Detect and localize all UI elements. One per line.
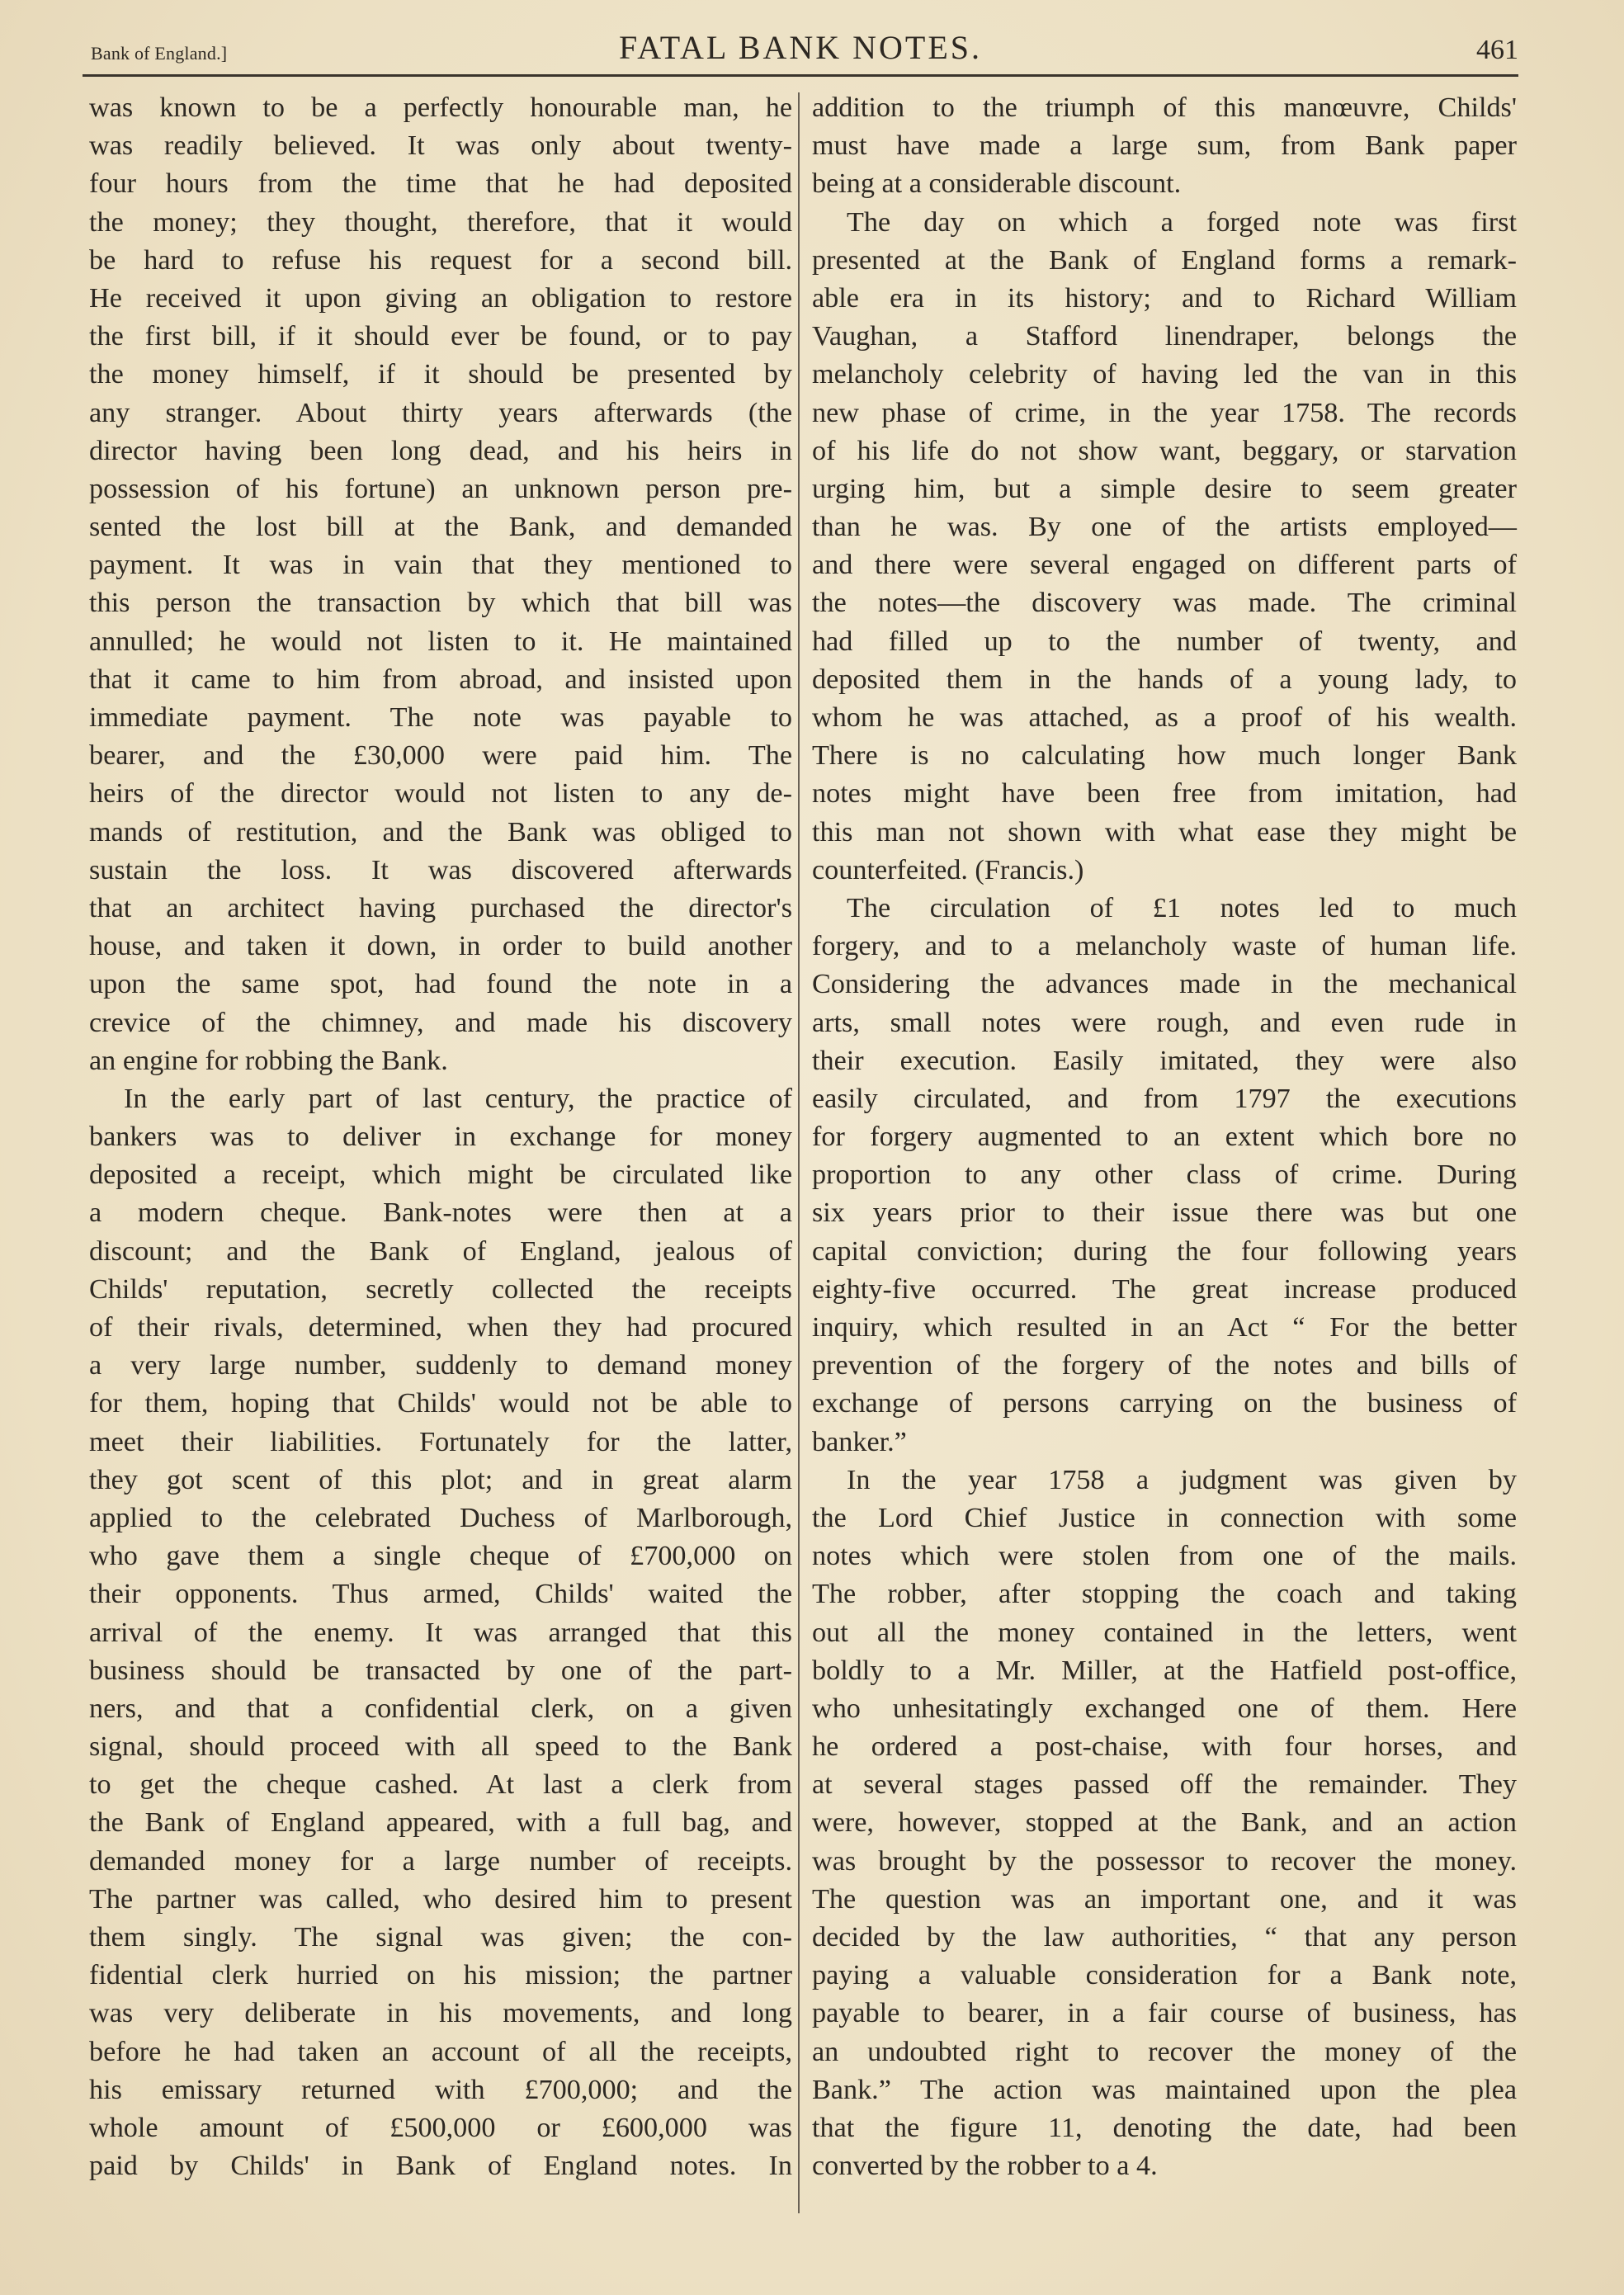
text-line: In the year 1758 a judgment was given by [847,1464,1517,1495]
text-line: than he was. By one of the artists employed— [812,512,1517,543]
text-line: being at a considerable discount. [812,168,1182,200]
text-line: The circulation of £1 notes led to much [847,892,1517,923]
text-line: demanded money for a large number of receipts. [89,1845,792,1877]
text-line: an engine for robbing the Bank. [89,1045,448,1076]
text-line: arrival of the enemy. It was arranged that this [89,1617,792,1648]
text-line: who unhesitatingly exchanged one of them. Here [812,1693,1517,1724]
text-line: Vaughan, a Stafford linendraper, belongs the [812,321,1517,352]
text-line: were, however, stopped at the Bank, and an action [812,1807,1517,1839]
text-line: He received it upon giving an obligation to restore [89,282,792,314]
text-line: the first bill, if it should ever be found, or to pay [89,321,792,352]
text-line: whom he was attached, as a proof of his wealth. [812,702,1517,733]
text-line: for forgery augmented to an extent which bore no [812,1122,1517,1153]
text-line: six years prior to their issue there was but one [812,1197,1517,1229]
text-line: sustain the loss. It was discovered afterwards [89,854,792,885]
text-line: whole amount of £500,000 or £600,000 was [89,2112,792,2143]
text-line: Childs' reputation, secretly collected the receipts [89,1273,792,1305]
text-line: house, and taken it down, in order to build another [89,931,792,962]
text-line: four hours from the time that he had deposited [89,168,792,200]
text-line: of their rivals, determined, when they had procured [89,1312,792,1343]
text-line: discount; and the Bank of England, jealous of [89,1235,792,1267]
text-line: he ordered a post-chaise, with four horses, and [812,1731,1517,1763]
text-line: they got scent of this plot; and in great alarm [89,1464,792,1495]
text-line: payable to bearer, in a fair course of business, has [812,1998,1517,2029]
text-line: prevention of the forgery of the notes and bills of [812,1350,1517,1381]
text-line: sented the lost bill at the Bank, and demanded [89,512,792,543]
page-number: 461 [1476,35,1518,65]
text-line: fidential clerk hurried on his mission; the partner [89,1960,792,1991]
text-line: that it came to him from abroad, and insisted upon [89,663,792,695]
text-line: for them, hoping that Childs' would not be able to [89,1388,792,1419]
text-line: the money; they thought, therefore, that it would [89,206,792,238]
text-line: urging him, but a simple desire to seem greater [812,473,1517,504]
text-line: meet their liabilities. Fortunately for the latter, [89,1426,792,1457]
text-line: be hard to refuse his request for a second bill. [89,244,792,276]
text-line: Considering the advances made in the mechanical [812,969,1517,1000]
text-line: ners, and that a confidential clerk, on a given [89,1693,792,1724]
text-line: easily circulated, and from 1797 the executions [812,1083,1517,1114]
text-line: any stranger. About thirty years afterwards (the [89,397,792,428]
text-line: to get the cheque cashed. At last a clerk from [89,1769,792,1801]
text-line: his emissary returned with £700,000; and the [89,2074,792,2105]
text-line: There is no calculating how much longer Bank [812,740,1517,772]
text-line: a modern cheque. Bank-notes were then at a [89,1197,792,1229]
text-line: notes which were stolen from one of the mails. [812,1541,1517,1572]
left-column [89,89,792,2185]
text-line: payment. It was in vain that they mentioned to [89,550,792,581]
text-line: this person the transaction by which that bill was [89,588,792,619]
text-line: before he had taken an account of all the receipts, [89,2036,792,2067]
text-line: applied to the celebrated Duchess of Marlborough, [89,1502,792,1533]
text-line: business should be transacted by one of the part- [89,1655,792,1686]
text-line: arts, small notes were rough, and even rude in [812,1007,1517,1038]
text-line: possession of his fortune) an unknown person pre- [89,473,792,504]
text-line: that an architect having purchased the director's [89,892,792,923]
text-line: crevice of the chimney, and made his discovery [89,1007,792,1038]
header-rule [83,74,1518,77]
text-line: director having been long dead, and his heirs in [89,435,792,466]
text-line: deposited them in the hands of a young lady, to [812,663,1517,695]
text-line: was very deliberate in his movements, and long [89,1998,792,2029]
text-line: heirs of the director would not listen to any de- [89,778,792,810]
text-line: notes might have been free from imitation, had [812,778,1517,810]
text-line: the money himself, if it should be presented by [89,359,792,390]
text-line: inquiry, which resulted in an Act “ For the better [812,1312,1517,1343]
text-line: a very large number, suddenly to demand money [89,1350,792,1381]
text-line: melancholy celebrity of having led the van in this [812,359,1517,390]
text-line: The day on which a forged note was first [847,206,1517,238]
text-line: bankers was to deliver in exchange for money [89,1122,792,1153]
text-line: that the figure 11, denoting the date, had been [812,2112,1517,2143]
text-line: exchange of persons carrying on the business of [812,1388,1517,1419]
text-line: an undoubted right to recover the money of the [812,2036,1517,2067]
text-line: signal, should proceed with all speed to the Bank [89,1731,792,1763]
text-line: counterfeited. (Francis.) [812,854,1084,885]
text-line: had filled up to the number of twenty, and [812,626,1517,657]
text-line: banker.” [812,1426,907,1457]
text-line: the Bank of England appeared, with a full bag, and [89,1807,792,1839]
text-line: In the early part of last century, the practice of [124,1083,792,1114]
column-divider [798,92,800,2213]
text-line: upon the same spot, had found the note in a [89,969,792,1000]
text-line: The question was an important one, and it was [812,1883,1517,1915]
text-line: paid by Childs' in Bank of England notes. In [89,2151,792,2182]
text-line: the notes—the discovery was made. The criminal [812,588,1517,619]
text-line: Bank.” The action was maintained upon the plea [812,2074,1517,2105]
text-line: and there were several engaged on different parts of [812,550,1517,581]
text-line: paying a valuable consideration for a Bank note, [812,1960,1517,1991]
text-line: converted by the robber to a 4. [812,2151,1158,2182]
running-head: Bank of England.] [91,43,228,64]
right-column [812,89,1517,2185]
text-line: proportion to any other class of crime. During [812,1159,1517,1191]
text-line: this man not shown with what ease they might be [812,816,1517,848]
text-line: The robber, after stopping the coach and taking [812,1579,1517,1610]
text-line: mands of restitution, and the Bank was obliged to [89,816,792,848]
text-line: them singly. The signal was given; the con- [89,1922,792,1953]
page-title: FATAL BANK NOTES. [618,29,983,66]
text-line: decided by the law authorities, “ that any person [812,1922,1517,1953]
text-line: of his life do not show want, beggary, or starvation [812,435,1517,466]
text-line: their opponents. Thus armed, Childs' waited the [89,1579,792,1610]
text-line: new phase of crime, in the year 1758. The records [812,397,1517,428]
text-line: was readily believed. It was only about twenty- [89,130,792,162]
text-line: at several stages passed off the remainder. They [812,1769,1517,1801]
text-line: bearer, and the £30,000 were paid him. The [89,740,792,772]
text-line: immediate payment. The note was payable to [89,702,792,733]
text-line: able era in its history; and to Richard William [812,282,1517,314]
text-line: forgery, and to a melancholy waste of human life. [812,931,1517,962]
page-header [83,23,1518,73]
text-line: the Lord Chief Justice in connection with some [812,1502,1517,1533]
text-line: annulled; he would not listen to it. He maintained [89,626,792,657]
text-line: who gave them a single cheque of £700,000 on [89,1541,792,1572]
text-line: addition to the triumph of this manœuvre, Childs' [812,92,1517,123]
text-line: capital conviction; during the four following years [812,1235,1517,1267]
text-line: was known to be a perfectly honourable man, he [89,92,792,123]
text-line: eighty-five occurred. The great increase produced [812,1273,1517,1305]
text-line: The partner was called, who desired him to present [89,1883,792,1915]
text-line: was brought by the possessor to recover the money. [812,1845,1517,1877]
text-line: must have made a large sum, from Bank paper [812,130,1517,162]
text-line: boldly to a Mr. Miller, at the Hatfield post-office, [812,1655,1517,1686]
text-line: deposited a receipt, which might be circulated like [89,1159,792,1191]
text-line: their execution. Easily imitated, they were also [812,1045,1517,1076]
text-line: presented at the Bank of England forms a remark- [812,244,1517,276]
text-line: out all the money contained in the letters, went [812,1617,1517,1648]
